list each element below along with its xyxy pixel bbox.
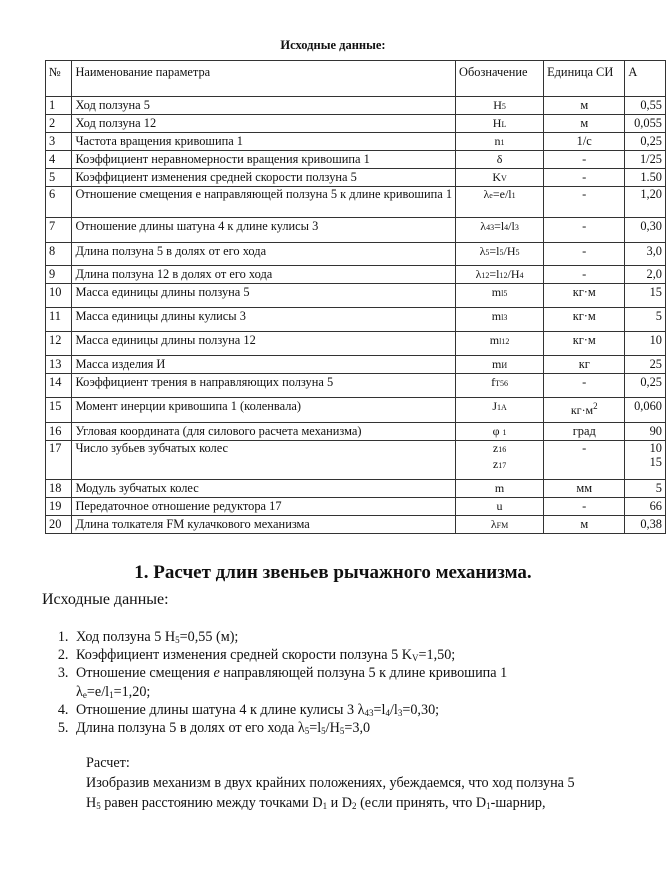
cell-unit: - xyxy=(544,169,625,187)
table-row xyxy=(46,498,666,516)
cell-value: 0,060 xyxy=(625,398,666,423)
cell-symbol: λ43=l4/l3 xyxy=(456,218,544,243)
cell-name: Длина ползуна 12 в долях от его хода xyxy=(72,266,456,284)
cell-name: Коэффициент трения в направляющих ползуна 5 xyxy=(72,374,456,398)
cell-num: 10 xyxy=(46,284,72,308)
cell-name: Момент инерции кривошипа 1 (коленвала) xyxy=(72,398,456,423)
table-row xyxy=(46,441,666,480)
cell-value: 90 xyxy=(625,423,666,441)
calculation-block xyxy=(86,753,661,813)
cell-num: 1 xyxy=(46,97,72,115)
table-row xyxy=(46,284,666,308)
cell-value: 0,55 xyxy=(625,97,666,115)
cell-value: 3,0 xyxy=(625,243,666,266)
table-row xyxy=(46,423,666,441)
parameters-table xyxy=(45,60,666,534)
cell-num: 5 xyxy=(46,169,72,187)
cell-value: 66 xyxy=(625,498,666,516)
cell-num: 13 xyxy=(46,356,72,374)
cell-name: Ход ползуна 12 xyxy=(72,115,456,133)
cell-value: 1/25 xyxy=(625,151,666,169)
list-item: 3. Отношение смещения е направляющей ползуна 5 к длине кривошипа 1 $\lambda_e=e/l_1=1,20$; xyxy=(72,664,666,700)
cell-unit: - xyxy=(544,441,625,480)
cell-num: 11 xyxy=(46,308,72,332)
cell-num: 19 xyxy=(46,498,72,516)
table-row xyxy=(46,243,666,266)
cell-symbol: HL xyxy=(456,115,544,133)
cell-unit: - xyxy=(544,498,625,516)
calc-paragraph-line-1: Изобразив механизм в двух крайних положениях, убеждаемся, что ход ползуна 5 xyxy=(86,775,575,791)
cell-unit: - xyxy=(544,243,625,266)
cell-value: 1,20 xyxy=(625,187,666,218)
cell-name: Отношение смещения е направляющей ползуна 5 к длине кривошипа 1 xyxy=(72,187,456,218)
cell-num: 3 xyxy=(46,133,72,151)
cell-unit: 1/с xyxy=(544,133,625,151)
cell-unit: кг xyxy=(544,356,625,374)
cell-symbol: λ12=l12/H4 xyxy=(456,266,544,284)
cell-symbol: ml5 xyxy=(456,284,544,308)
cell-symbol: m xyxy=(456,480,544,498)
cell-unit: - xyxy=(544,187,625,218)
table-row xyxy=(46,151,666,169)
cell-unit: мм xyxy=(544,480,625,498)
list-item: 2. Коэффициент изменения средней скорости ползуна 5 $K_V=1,50$; xyxy=(72,646,666,664)
cell-num: 17 xyxy=(46,441,72,480)
cell-num: 4 xyxy=(46,151,72,169)
header-symbol: Обозначение xyxy=(456,61,544,97)
table-row xyxy=(46,516,666,534)
table-row xyxy=(46,266,666,284)
table-row xyxy=(46,115,666,133)
cell-unit: $кг\cdot м^2$ xyxy=(544,398,625,423)
cell-value: 0,38 xyxy=(625,516,666,534)
cell-name: Масса единицы длины кулисы 3 xyxy=(72,308,456,332)
cell-name: Длина толкателя FM кулачкового механизма xyxy=(72,516,456,534)
table-row xyxy=(46,218,666,243)
table-row xyxy=(46,374,666,398)
cell-symbol: KV xyxy=(456,169,544,187)
table-row xyxy=(46,133,666,151)
cell-symbol: fT56 xyxy=(456,374,544,398)
cell-value: 2,0 xyxy=(625,266,666,284)
calc-paragraph-line-2: $H_5$ равен расстоянию между точками $D_1$ и $D_2$ (если принять, что $D_1$-шарнир, xyxy=(86,795,546,811)
cell-symbol: n1 xyxy=(456,133,544,151)
cell-name: Модуль зубчатых колес xyxy=(72,480,456,498)
cell-num: 20 xyxy=(46,516,72,534)
cell-unit: град xyxy=(544,423,625,441)
cell-value: 0,30 xyxy=(625,218,666,243)
cell-num: 8 xyxy=(46,243,72,266)
cell-unit: кг·м xyxy=(544,284,625,308)
cell-name: Коэффициент неравномерности вращения кривошипа 1 xyxy=(72,151,456,169)
cell-symbol: ml12 xyxy=(456,332,544,356)
list-item: 5. Длина ползуна 5 в долях от его хода $\lambda_5=l_5/H_5=3,0$ xyxy=(72,719,666,737)
cell-name: Ход ползуна 5 xyxy=(72,97,456,115)
cell-value: 0,25 xyxy=(625,133,666,151)
table-row xyxy=(46,398,666,423)
cell-name: Число зубьев зубчатых колес xyxy=(72,441,456,480)
cell-value: 10 xyxy=(625,332,666,356)
table-row xyxy=(46,187,666,218)
cell-symbol: δ xyxy=(456,151,544,169)
calc-label: Расчет: xyxy=(86,755,130,771)
table-row xyxy=(46,169,666,187)
table-row xyxy=(46,97,666,115)
cell-name: Коэффициент изменения средней скорости ползуна 5 xyxy=(72,169,456,187)
header-unit: Единица СИ xyxy=(544,61,625,97)
cell-name: Отношение длины шатуна 4 к длине кулисы 3 xyxy=(72,218,456,243)
cell-symbol: φ 1 xyxy=(456,423,544,441)
cell-unit: м xyxy=(544,516,625,534)
cell-name: Угловая координата (для силового расчета механизма) xyxy=(72,423,456,441)
cell-num: 18 xyxy=(46,480,72,498)
cell-name: Масса единицы длины ползуна 12 xyxy=(72,332,456,356)
cell-num: 7 xyxy=(46,218,72,243)
given-data-list xyxy=(42,628,666,737)
cell-symbol: H5 xyxy=(456,97,544,115)
list-item: 1. Ход ползуна 5 $H_5=0,55$ (м); xyxy=(72,628,666,646)
cell-symbol: λ5=l5/H5 xyxy=(456,243,544,266)
cell-num: 16 xyxy=(46,423,72,441)
cell-num: 2 xyxy=(46,115,72,133)
document-title: Исходные данные: xyxy=(280,38,386,52)
cell-unit: кг·м xyxy=(544,308,625,332)
cell-unit: м xyxy=(544,97,625,115)
header-num: № xyxy=(46,61,72,97)
cell-num: 12 xyxy=(46,332,72,356)
table-row xyxy=(46,332,666,356)
cell-symbol: J1A xyxy=(456,398,544,423)
table-row xyxy=(46,480,666,498)
cell-unit: - xyxy=(544,374,625,398)
cell-unit: - xyxy=(544,218,625,243)
section-title: 1. Расчет длин звеньев рычажного механизма. xyxy=(134,562,532,583)
cell-name: Длина ползуна 5 в долях от его хода xyxy=(72,243,456,266)
cell-num: 9 xyxy=(46,266,72,284)
cell-value: 5 xyxy=(625,308,666,332)
section-subtitle: Исходные данные: xyxy=(42,591,169,608)
cell-symbol: u xyxy=(456,498,544,516)
header-value: А xyxy=(625,61,666,97)
cell-symbol: λe=e/l1 xyxy=(456,187,544,218)
cell-value: 0,055 xyxy=(625,115,666,133)
cell-value: 25 xyxy=(625,356,666,374)
cell-value: 1.50 xyxy=(625,169,666,187)
cell-value: 15 xyxy=(625,284,666,308)
list-item: 4. Отношение длины шатуна 4 к длине кулисы 3 $\lambda_{43}=l_4/l_3=0,30$; xyxy=(72,701,666,719)
cell-name: Передаточное отношение редуктора 17 xyxy=(72,498,456,516)
table-header-row xyxy=(46,61,666,97)
cell-num: 6 xyxy=(46,187,72,218)
cell-symbol: ml3 xyxy=(456,308,544,332)
header-name: Наименование параметра xyxy=(72,61,456,97)
cell-unit: - xyxy=(544,151,625,169)
cell-unit: кг·м xyxy=(544,332,625,356)
cell-num: 15 xyxy=(46,398,72,423)
cell-symbol: λFM xyxy=(456,516,544,534)
table-row xyxy=(46,308,666,332)
cell-value: 5 xyxy=(625,480,666,498)
cell-num: 14 xyxy=(46,374,72,398)
cell-symbol: mИ xyxy=(456,356,544,374)
cell-symbol: z16 z17 xyxy=(456,441,544,480)
table-row xyxy=(46,356,666,374)
cell-name: Масса изделия И xyxy=(72,356,456,374)
cell-name: Частота вращения кривошипа 1 xyxy=(72,133,456,151)
cell-unit: м xyxy=(544,115,625,133)
cell-unit: - xyxy=(544,266,625,284)
cell-name: Масса единицы длины ползуна 5 xyxy=(72,284,456,308)
cell-value: 0,25 xyxy=(625,374,666,398)
cell-value: 10 15 xyxy=(625,441,666,480)
